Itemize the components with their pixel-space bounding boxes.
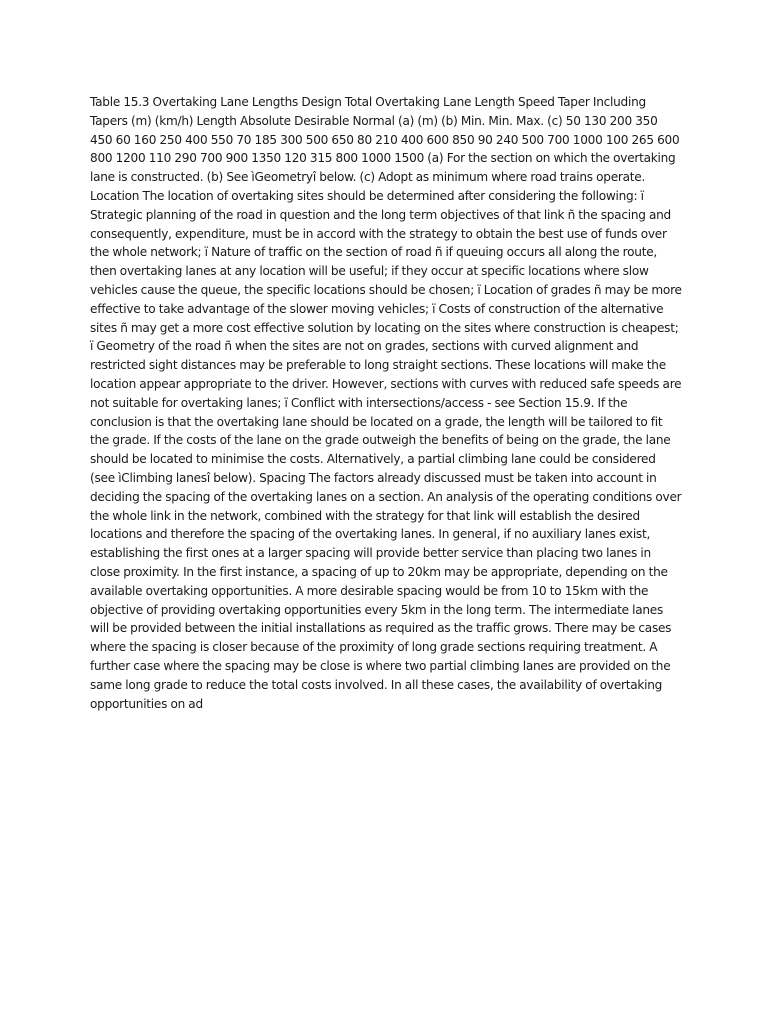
- body-paragraph: Table 15.3 Overtaking Lane Lengths Design Total Overtaking Lane Length Speed Taper Including Tapers (m) (km/h) Length Absolute Desirable Normal (a) (m) (b) Min. Min. Max. (c) 50 130 200 350 450 60 160 250 400 550 70 185 300 500 650 80 210 400 600 850 90 240 500 700 1000 100 265 600 800 1200 110 290 700 900 1350 120 315 800 1000 1500 (a) For the section on which the overtaking lane is constructed. (b) See ìGeometryî below. (c) Adopt as minimum where road trains operate. Location The location of overtaking sites should be determined after considering the following: ï Strategic planning of the road in question and the long term objectives of that link ñ the spacing and consequently, expenditure, must be in accord with the strategy to obtain the best use of funds over the whole network; ï Nature of traffic on the section of road ñ if queuing occurs all along the route, then overtaking lanes at any location will be useful; if they occur at specific locations where slow vehicles cause the queue, the specific locations should be chosen; ï Location of grades ñ may be more effective to take advantage of the slower moving vehicles; ï Costs of construction of the alternative sites ñ may get a more cost effective solution by locating on the sites where construction is cheapest; ï Geometry of the road ñ when the sites are not on grades, sections with curved alignment and restricted sight distances may be preferable to long straight sections. These locations will make the location appear appropriate to the driver. However, sections with curves with reduced safe speeds are not suitable for overtaking lanes; ï Conflict with intersections/access - see Section 15.9. If the conclusion is that the overtaking lane should be located on a grade, the length will be tailored to fit the grade. If the costs of the lane on the grade outweigh the benefits of being on the grade, the lane should be located to minimise the costs. Alternatively, a partial climbing lane could be considered (see ìClimbing lanesî below). Spacing The factors already discussed must be taken into account in deciding the spacing of the overtaking lanes on a section. An analysis of the operating conditions over the whole link in the network, combined with the strategy for that link will establish the desired locations and therefore the spacing of the overtaking lanes. In general, if no auxiliary lanes exist, establishing the first ones at a larger spacing will provide better service than placing two lanes in close proximity. In the first instance, a spacing of up to 20km may be appropriate, depending on the available overtaking opportunities. A more desirable spacing would be from 10 to 15km with the objective of providing overtaking opportunities every 5km in the long term. The intermediate lanes will be provided between the initial installations as required as the traffic grows. There may be cases where the spacing is closer because of the proximity of long grade sections requiring treatment. A further case where the spacing may be close is where two partial climbing lanes are provided on the same long grade to reduce the total costs involved. In all these cases, the availability of overtaking opportunities on ad: [90, 95, 682, 711]
